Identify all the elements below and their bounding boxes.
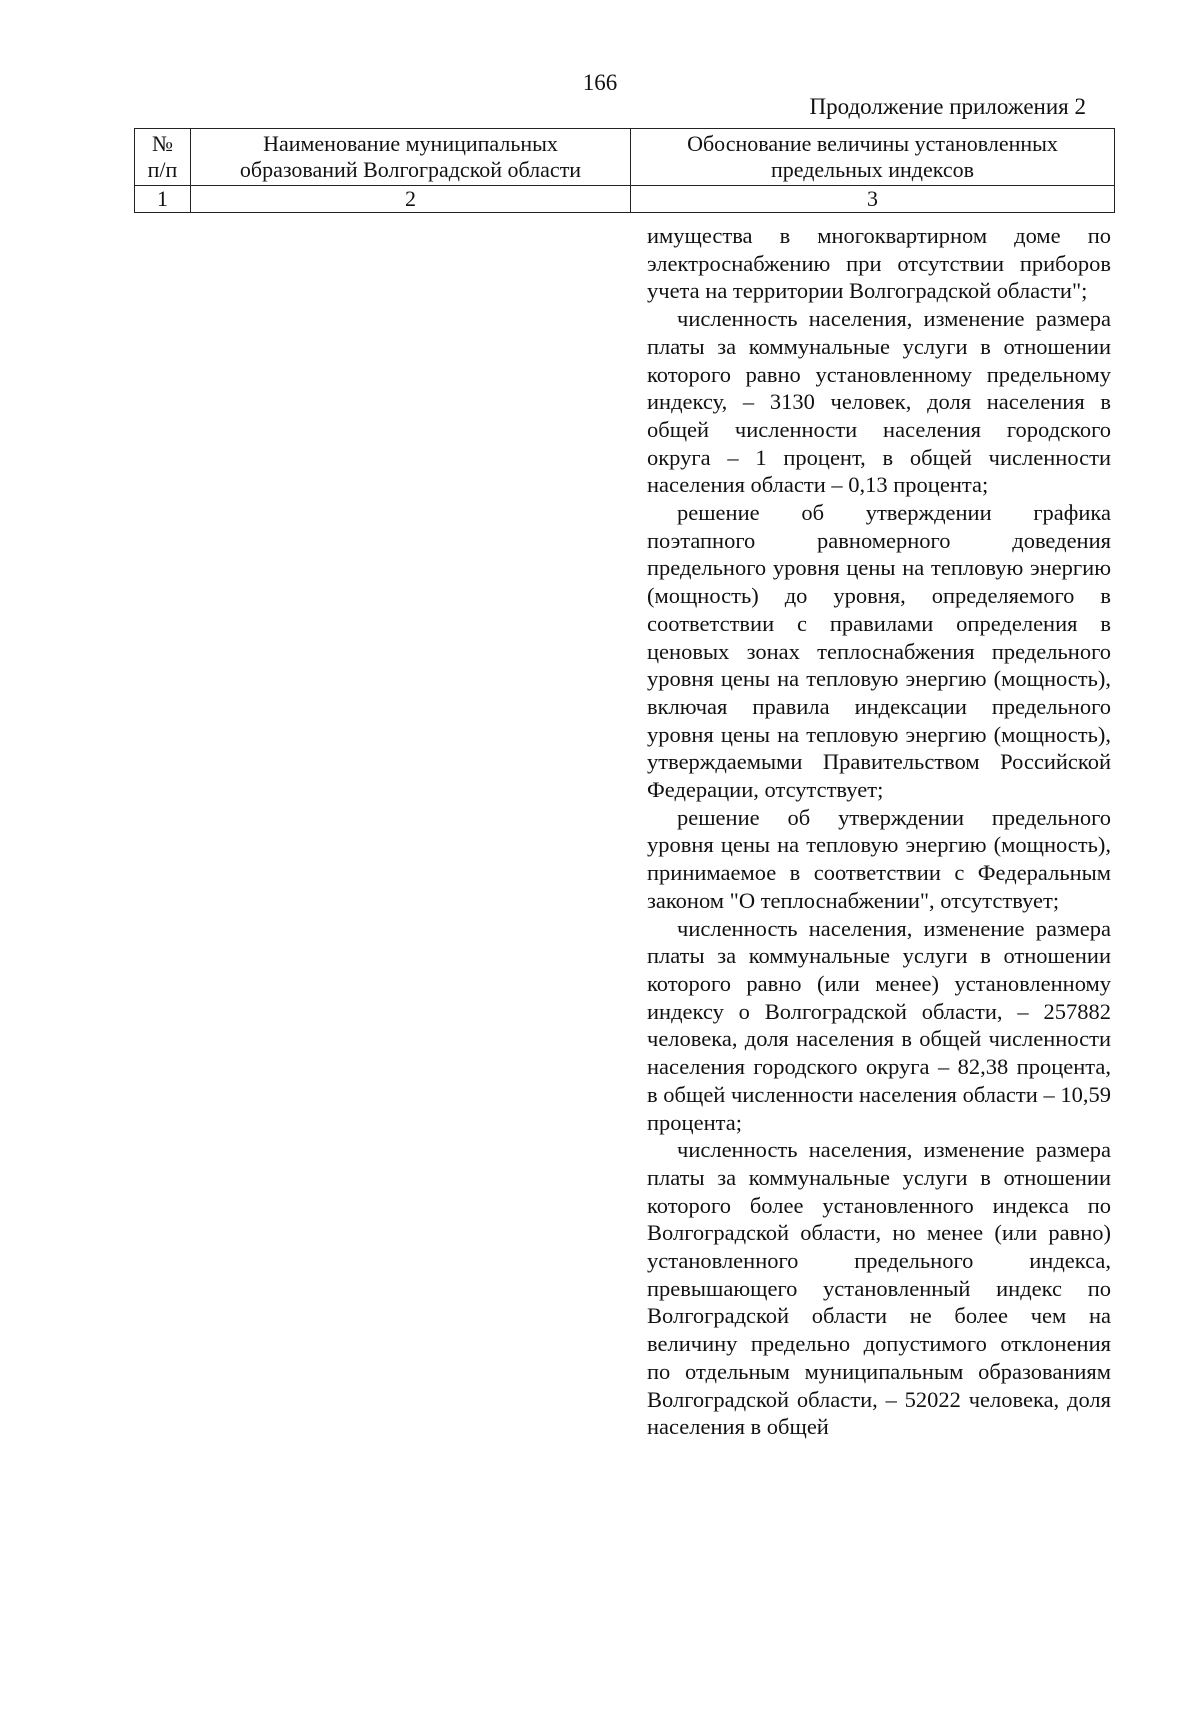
- column-number-2: 2: [191, 186, 631, 213]
- paragraph: численность населения, изменение размера платы за коммунальные услуги в отношении которого равно (или менее) установленному индексу о Волгоградской области, – 257882 человека, доля населения в общей численности населения городского округа – 82,38 процента, в общей численности населения области – 10,59 процента;: [647, 915, 1111, 1135]
- header-number-abbr: п/п: [147, 157, 178, 182]
- table-header-row: [135, 129, 1115, 186]
- continuation-note: Продолжение приложения 2: [809, 94, 1086, 119]
- header-municipality-line2: образований Волгоградской области: [239, 157, 582, 182]
- header-cell-municipality: [191, 129, 631, 186]
- header-cell-justification: [631, 129, 1115, 186]
- header-table: [134, 128, 1115, 213]
- header-number-symbol: №: [152, 131, 173, 156]
- header-municipality-line1: Наименование муниципальных: [263, 131, 558, 156]
- paragraph: численность населения, изменение размера платы за коммунальные услуги в отношении которого равно установленному предельному индексу, – 3130 человек, доля населения в общей численности населения городского округа – 1 процент, в общей численности населения области – 0,13 процента;: [647, 306, 1111, 498]
- paragraph: численность населения, изменение размера платы за коммунальные услуги в отношении которого более установленного индекса по Волгоградской области, но менее (или равно) установленного предельного индекса, превышающего установленный индекс по Волгоградской области не более чем на величину предельно допустимого отклонения по отдельным муниципальным образованиям Волгоградской области, – 52022 человека, доля населения в общей: [647, 1137, 1111, 1440]
- paragraph: имущества в многоквартирном доме по электроснабжению при отсутствии приборов учета на территории Волгоградской области";: [647, 223, 1111, 304]
- page-number: 166: [582, 70, 618, 95]
- column-number-3: 3: [631, 186, 1115, 213]
- header-cell-number: [135, 129, 191, 186]
- header-justification-line1: Обоснование величины установленных: [687, 131, 1058, 156]
- justification-text: [647, 222, 1111, 1441]
- paragraph: решение об утверждении предельного уровня цены на тепловую энергию (мощность), принимаемое в соответствии с Федеральным законом "О теплоснабжении", отсутствует;: [647, 804, 1111, 913]
- paragraph: решение об утверждении графика поэтапного равномерного доведения предельного уровня цены на тепловую энергию (мощность) до уровня, определяемого в соответствии с правилами определения в ценовых зонах теплоснабжения предельного уровня цены на тепловую энергию (мощность), включая правила индексации предельного уровня цены на тепловую энергию (мощность), утверждаемыми Правительством Российской Федерации, отсутствует;: [647, 500, 1111, 803]
- table-column-number-row: [135, 186, 1115, 213]
- column-number-1: 1: [135, 186, 191, 213]
- header-justification-line2: предельных индексов: [770, 157, 975, 182]
